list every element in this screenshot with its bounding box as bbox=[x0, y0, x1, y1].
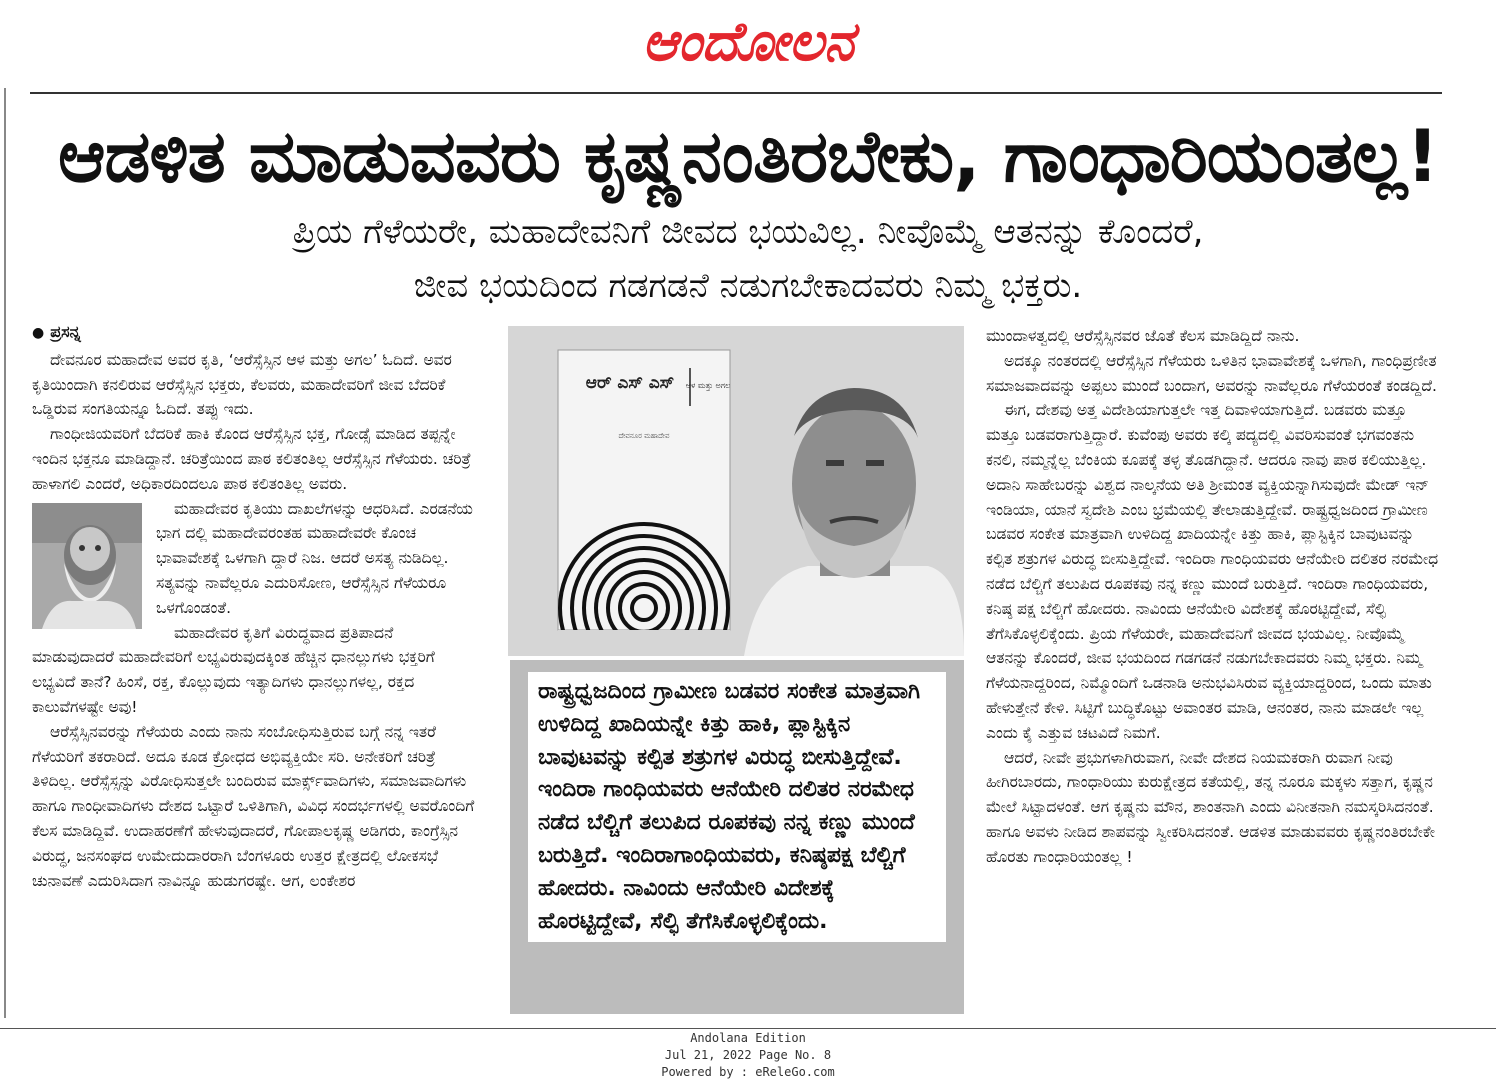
page-footer bbox=[0, 1030, 1496, 1081]
book-title: ಆರ್ ಎಸ್ ಎಸ್ bbox=[585, 373, 675, 393]
article-subheadline-line1: ಪ್ರಿಯ ಗೆಳೆಯರೇ, ಮಹಾದೇವನಿಗೆ ಜೀವದ ಭಯವಿಲ್ಲ. ನೀವೊಮ್ಮೆ ಆತನನ್ನು ಕೊಂದರೆ, bbox=[292, 212, 1204, 252]
footer-rule bbox=[0, 1028, 1496, 1029]
paragraph: ಗಾಂಧೀಜಿಯವರಿಗೆ ಬೆದರಿಕೆ ಹಾಕಿ ಕೊಂದ ಆರೆಸ್ಸೆಸ್ಸಿನ ಭಕ್ತ, ಗೋಡ್ಸೆ ಮಾಡಿದ ತಪ್ಪನ್ನೇ ಇಂದಿನ ಭಕ್ತನೂ ಮಾಡಿದ್ದಾನೆ. ಚರಿತ್ರೆಯಿಂದ ಪಾಠ ಕಲಿತಂತಿಲ್ಲ ಆರೆಸ್ಸೆಸ್ಸಿನ ಗೆಳೆಯರು. ಚರಿತ್ರೆ ಹಾಳಾಗಲಿ ಎಂದರೆ, ಅಧಿಕಾರದಿಂದಲೂ ಪಾಠ ಕಲಿತಂತಿಲ್ಲ ಅವರು. bbox=[32, 425, 472, 493]
paragraph: ಮಹಾದೇವರ ಕೃತಿಯು ದಾಖಲೆಗಳನ್ನು ಆಧರಿಸಿದೆ. ಎರಡನೆಯ ಭಾಗ ದಲ್ಲಿ ಮಹಾದೇವರಂತಹ ಮಹಾದೇವರೇ ಕೊಂಚ ಭಾವಾವೇಶಕ್ಕೆ ಒಳಗಾಗಿ ದ್ದಾರೆ ನಿಜ. ಆದರೆ ಅಸತ್ಯ ನುಡಿದಿಲ್ಲ. ಸತ್ಯವನ್ನು ನಾವೆಲ್ಲರೂ ಎದುರಿಸೋಣ, ಆರೆಸ್ಸೆಸ್ಸಿನ ಗೆಳೆಯರೂ ಒಳಗೊಂಡಂತೆ. bbox=[156, 499, 473, 617]
paragraph: ಆದರೆ, ನೀವೇ ಪ್ರಭುಗಳಾಗಿರುವಾಗ, ನೀವೇ ದೇಶದ ನಿಯಮಕರಾಗಿ ರುವಾಗ ನೀವು ಹೀಗಿರಬಾರದು, ಗಾಂಧಾರಿಯು ಕುರುಕ್ಷೇತ್ರದ ಕತೆಯಲ್ಲಿ, ತನ್ನ ನೂರೂ ಮಕ್ಕಳು ಸತ್ತಾಗ, ಕೃಷ್ಣನ ಮೇಲೆ ಸಿಟ್ಟಾದಳಂತೆ. ಆಗ ಕೃಷ್ಣನು ಮೌನ, ಶಾಂತನಾಗಿ ಎಂದು ವಿನೀತನಾಗಿ ನಮಸ್ಕರಿಸಿದನಂತೆ. ಹಾಗೂ ಅವಳು ನೀಡಿದ ಶಾಪವನ್ನು ಸ್ವೀಕರಿಸಿದನಂತೆ. ಆಡಳಿತ ಮಾಡುವವರು ಕೃಷ್ಣನಂತಿರಬೇಕೇ ಹೊರತು ಗಾಂಧಾರಿಯಂತಲ್ಲ ! bbox=[986, 748, 1435, 866]
book-author: ದೇವನೂರ ಮಹಾದೇವ bbox=[618, 432, 670, 440]
footer-edition: Andolana Edition bbox=[690, 1031, 806, 1045]
paragraph: ಆರೆಸ್ಸೆಸ್ಸಿನವರನ್ನು ಗೆಳೆಯರು ಎಂದು ನಾನು ಸಂಬೋಧಿಸುತ್ತಿರುವ ಬಗ್ಗೆ ನನ್ನ ಇತರೆ ಗೆಳೆಯರಿಗೆ ತಕರಾರಿದೆ. ಅದೂ ಕೂಡ ಕ್ರೋಧದ ಅಭಿವ್ಯಕ್ತಿಯೇ ಸರಿ. ಅನೇಕರಿಗೆ ಚರಿತ್ರೆ ತಿಳಿದಿಲ್ಲ. ಆರೆಸ್ಸೆಸ್ಸನ್ನು ವಿರೋಧಿಸುತ್ತಲೇ ಬಂದಿರುವ ಮಾರ್ಕ್ಸ್‌ವಾದಿಗಳು, ಸಮಾಜವಾದಿಗಳು ಹಾಗೂ ಗಾಂಧೀವಾದಿಗಳು ದೇಶದ ಒಟ್ಟಾರೆ ಒಳಿತಿಗಾಗಿ, ವಿವಿಧ ಸಂದರ್ಭಗಳಲ್ಲಿ ಅವರೊಂದಿಗೆ ಕೆಲಸ ಮಾಡಿದ್ದಿವೆ. ಉದಾಹರಣೆಗೆ ಹೇಳುವುದಾದರೆ, ಗೋಪಾಲಕೃಷ್ಣ ಅಡಿಗರು, ಕಾಂಗ್ರೆಸ್ಸಿನ ವಿರುದ್ಧ, ಜನಸಂಘದ ಉಮೇದುದಾರರಾಗಿ ಬೆಂಗಳೂರು ಉತ್ತರ ಕ್ಷೇತ್ರದಲ್ಲಿ ಲೋಕಸಭೆ ಚುನಾವಣೆ ಎದುರಿಸಿದಾಗ ನಾವಿನ್ನೂ ಹುಡುಗರಷ್ಟೇ. ಆಗ, ಲಂಕೇಶರ bbox=[32, 722, 475, 890]
left-column bbox=[32, 320, 478, 1022]
byline bbox=[32, 320, 478, 346]
right-column bbox=[986, 324, 1442, 1022]
svg-text:ಆಂದೋಲನ: ಆಂದೋಲನ bbox=[642, 10, 854, 73]
paragraph: ಮಹಾದೇವರ ಕೃತಿಗೆ ವಿರುದ್ಧವಾದ ಪ್ರತಿಪಾದನೆ ಮಾಡುವುದಾದರೆ ಮಹಾದೇವರಿಗೆ ಲಭ್ಯವಿರುವುದಕ್ಕಿಂತ ಹೆಚ್ಚಿನ ಧಾನಲ್ಲುಗಳು ಭಕ್ತರಿಗೆ ಲಭ್ಯವಿದೆ ತಾನೆ? ಹಿಂಸೆ, ರಕ್ತ, ಕೊಲ್ಲುವುದು ಇತ್ಯಾದಿಗಳು ಧಾನಲ್ಲುಗಳಲ್ಲ, ರಕ್ತದ ಕಾಲುವೆಗಳಷ್ಟೇ ಅವು! bbox=[32, 623, 435, 716]
page-left-rule bbox=[4, 88, 6, 1018]
article-subheadline-line2: ಜೀವ ಭಯದಿಂದ ಗಡಗಡನೆ ನಡುಗಬೇಕಾದವರು ನಿಮ್ಮ ಭಕ್ತರು. bbox=[413, 266, 1083, 306]
bullet-icon: ● bbox=[32, 325, 45, 341]
footer-powered-by: Powered by : eReleGo.com bbox=[661, 1065, 835, 1079]
article-photo bbox=[508, 326, 964, 656]
paragraph: ಅದಕ್ಕೂ ನಂತರದಲ್ಲಿ ಆರೆಸ್ಸೆಸ್ಸಿನ ಗೆಳೆಯರು ಒಳಿತಿನ ಭಾವಾವೇಶಕ್ಕೆ ಒಳಗಾಗಿ, ಗಾಂಧಿಪ್ರಣೀತ ಸಮಾಜವಾದವನ್ನು ಅಪ್ಪಲು ಮುಂದೆ ಬಂದಾಗ, ಅವರನ್ನು ನಾವೆಲ್ಲರೂ ಗೆಳೆಯರಂತೆ ಕಂಡದ್ದಿದೆ. bbox=[986, 351, 1437, 395]
bearded-man-photo bbox=[32, 503, 142, 629]
masthead-rule bbox=[30, 92, 1442, 94]
book-cover-illustration bbox=[558, 350, 730, 656]
pull-quote: ರಾಷ್ಟ್ರಧ್ವಜದಿಂದ ಗ್ರಾಮೀಣ ಬಡವರ ಸಂಕೇತ ಮಾತ್ರವಾಗಿ ಉಳಿದಿದ್ದ ಖಾದಿಯನ್ನೇ ಕಿತ್ತು ಹಾಕಿ, ಪ್ಲಾಸ್ಟಿಕ್ಕಿನ ಬಾವುಟವನ್ನು ಕಲ್ಪಿತ ಶತ್ರುಗಳ ವಿರುದ್ಧ ಬೀಸುತ್ತಿದ್ದೇವೆ. ಇಂದಿರಾ ಗಾಂಧಿಯವರು ಆನೆಯೇರಿ ದಲಿತರ ನರಮೇಧ ನಡೆದ ಬೆಲ್ಚಿಗೆ ತಲುಪಿದ ರೂಪಕವು ನನ್ನ ಕಣ್ಣು ಮುಂದೆ ಬರುತ್ತಿದೆ. ಇಂದಿರಾಗಾಂಧಿಯವರು, ಕನಿಷ್ಠಪಕ್ಷ ಬೆಲ್ಚಿಗೆ ಹೋದರು. ನಾವಿಂದು ಆನೆಯೇರಿ ವಿದೇಶಕ್ಕೆ ಹೊರಟ್ಟಿದ್ದೇವೆ, ಸೆಲ್ಫಿ ತೆಗೆಸಿಕೊಳ್ಳಲಿಕ್ಕೆಂದು. bbox=[528, 672, 946, 942]
book-and-author-photo bbox=[508, 326, 964, 656]
paragraph: ದೇವನೂರ ಮಹಾದೇವ ಅವರ ಕೃತಿ, ‘ಆರೆಸ್ಸೆಸ್ಸಿನ ಆಳ ಮತ್ತು ಅಗಲ’ ಓದಿದೆ. ಅವರ ಕೃತಿಯಿಂದಾಗಿ ಕನಲಿರುವ ಆರೆಸ್ಸೆಸ್ಸಿನ ಭಕ್ತರು, ಕೆಲವರು, ಮಹಾದೇವರಿಗೆ ಜೀವ ಬೆದರಿಕೆ ಒಡ್ಡಿರುವ ಸಂಗತಿಯನ್ನೂ ಓದಿದೆ. ತಪ್ಪು ಇದು. bbox=[32, 350, 452, 419]
pull-quote-box bbox=[510, 660, 964, 1014]
paragraph: ಈಗ, ದೇಶವು ಅತ್ತ ವಿದೇಶಿಯಾಗುತ್ತಲೇ ಇತ್ತ ದಿವಾಳಿಯಾಗುತ್ತಿದೆ. ಬಡವರು ಮತ್ತೂ ಮತ್ತೂ ಬಡವರಾಗುತ್ತಿದ್ದಾರೆ. ಕುವೆಂಪು ಅವರು ಕಲ್ಕಿ ಪದ್ಯದಲ್ಲಿ ವಿವರಿಸುವಂತೆ ಭಗವಂತನು ಕನಲಿ, ನಮ್ಮನ್ನೆಲ್ಲ ಬೆಂಕಿಯ ಕೂಪಕ್ಕೆ ತಳ್ಳ ತೊಡಗಿದ್ದಾನೆ. ಆದರೂ ನಾವು ಪಾಠ ಕಲಿಯುತ್ತಿಲ್ಲ. ಅದಾನಿ ಸಾಹೇಬರನ್ನು ವಿಶ್ವದ ನಾಲ್ಕನೆಯ ಅತಿ ಶ್ರೀಮಂತ ವ್ಯಕ್ತಿಯನ್ನಾಗಿಸುವುದೇ ಮೇಡ್ ಇನ್ ಇಂಡಿಯಾ, ಯಾನೆ ಸ್ವದೇಶಿ ಎಂಬ ಭ್ರಮೆಯಲ್ಲಿ ತೇಲಾಡುತ್ತಿದ್ದೇವೆ. ರಾಷ್ಟ್ರಧ್ವಜದಿಂದ ಗ್ರಾಮೀಣ ಬಡವರ ಸಂಕೇತ ಮಾತ್ರವಾಗಿ ಉಳಿದಿದ್ದ ಖಾದಿಯನ್ನೇ ಕಿತ್ತು ಹಾಕಿ, ಪ್ಲಾಸ್ಟಿಕ್ಕಿನ ಬಾವುಟವನ್ನು ಕಲ್ಪಿತ ಶತ್ರುಗಳ ವಿರುದ್ಧ ಬೀಸುತ್ತಿದ್ದೇವೆ. ಇಂದಿರಾ ಗಾಂಧಿಯವರು ಆನೆಯೇರಿ ದಲಿತರ ನರಮೇಧ ನಡೆದ ಬೆಲ್ಚಿಗೆ ತಲುಪಿದ ರೂಪಕವು ನನ್ನ ಕಣ್ಣು ಮುಂದೆ ಬರುತ್ತಿದೆ. ಇಂದಿರಾ ಗಾಂಧಿಯವರು, ಕನಿಷ್ಠ ಪಕ್ಷ ಬೆಲ್ಚಿಗೆ ಹೋದರು. ನಾವಿಂದು ಆನೆಯೇರಿ ವಿದೇಶಕ್ಕೆ ಹೊರಟ್ಟಿದ್ದೇವೆ, ಸೆಲ್ಫಿ ತೆಗೆಸಿಕೊಳ್ಳಲಿಕ್ಕೆಂದು. ಪ್ರಿಯ ಗೆಳೆಯರೇ, ಮಹಾದೇವನಿಗೆ ಜೀವದ ಭಯವಿಲ್ಲ. ನೀವೊಮ್ಮೆ ಆತನನ್ನು ಕೊಂದರೆ, ಜೀವ ಭಯದಿಂದ ಗಡಗಡನೆ ನಡುಗಬೇಕಾದವರು ನಿಮ್ಮ ಭಕ್ತರು. ನಿಮ್ಮ ಗೆಳೆಯನಾದ್ದರಿಂದ, ನಿಮ್ಮೊಂದಿಗೆ ಒಡನಾಡಿ ಅನುಭವಿಸಿರುವ ವ್ಯಕ್ತಿಯಾದ್ದರಿಂದ, ಒಂದು ಮಾತು ಹೇಳುತ್ತೇನೆ ಕೇಳಿ. ಸಿಟ್ಟಿಗೆ ಬುದ್ಧಿಕೊಟ್ಟು ಅವಾಂತರ ಮಾಡಿ, ಆನಂತರ, ನಾನು ಮಾಡಲೇ ಇಲ್ಲ ಎಂದು ಕೈ ಎತ್ತುವ ಚಟವಿದೆ ನಿಮಗೆ. bbox=[986, 401, 1439, 742]
article-headline: ಆಡಳಿತ ಮಾಡುವವರು ಕೃಷ್ಣನಂತಿರಬೇಕು, ಗಾಂಧಾರಿಯಂತಲ್ಲ! bbox=[57, 114, 1439, 198]
newspaper-logo bbox=[598, 4, 898, 80]
byline-name: ಪ್ರಸನ್ನ bbox=[50, 322, 81, 341]
paragraph: ಮುಂದಾಳತ್ವದಲ್ಲಿ ಆರೆಸ್ಸೆಸ್ಸಿನವರ ಜೊತೆ ಕೆಲಸ ಮಾಡಿದ್ದಿದೆ ನಾನು. bbox=[986, 327, 1300, 345]
masthead bbox=[0, 4, 1496, 80]
footer-date-page: Jul 21, 2022 Page No. 8 bbox=[664, 1048, 832, 1062]
author-inset-photo bbox=[32, 503, 142, 629]
book-subtitle: ಆಳ ಮತ್ತು ಅಗಲ bbox=[685, 381, 731, 390]
